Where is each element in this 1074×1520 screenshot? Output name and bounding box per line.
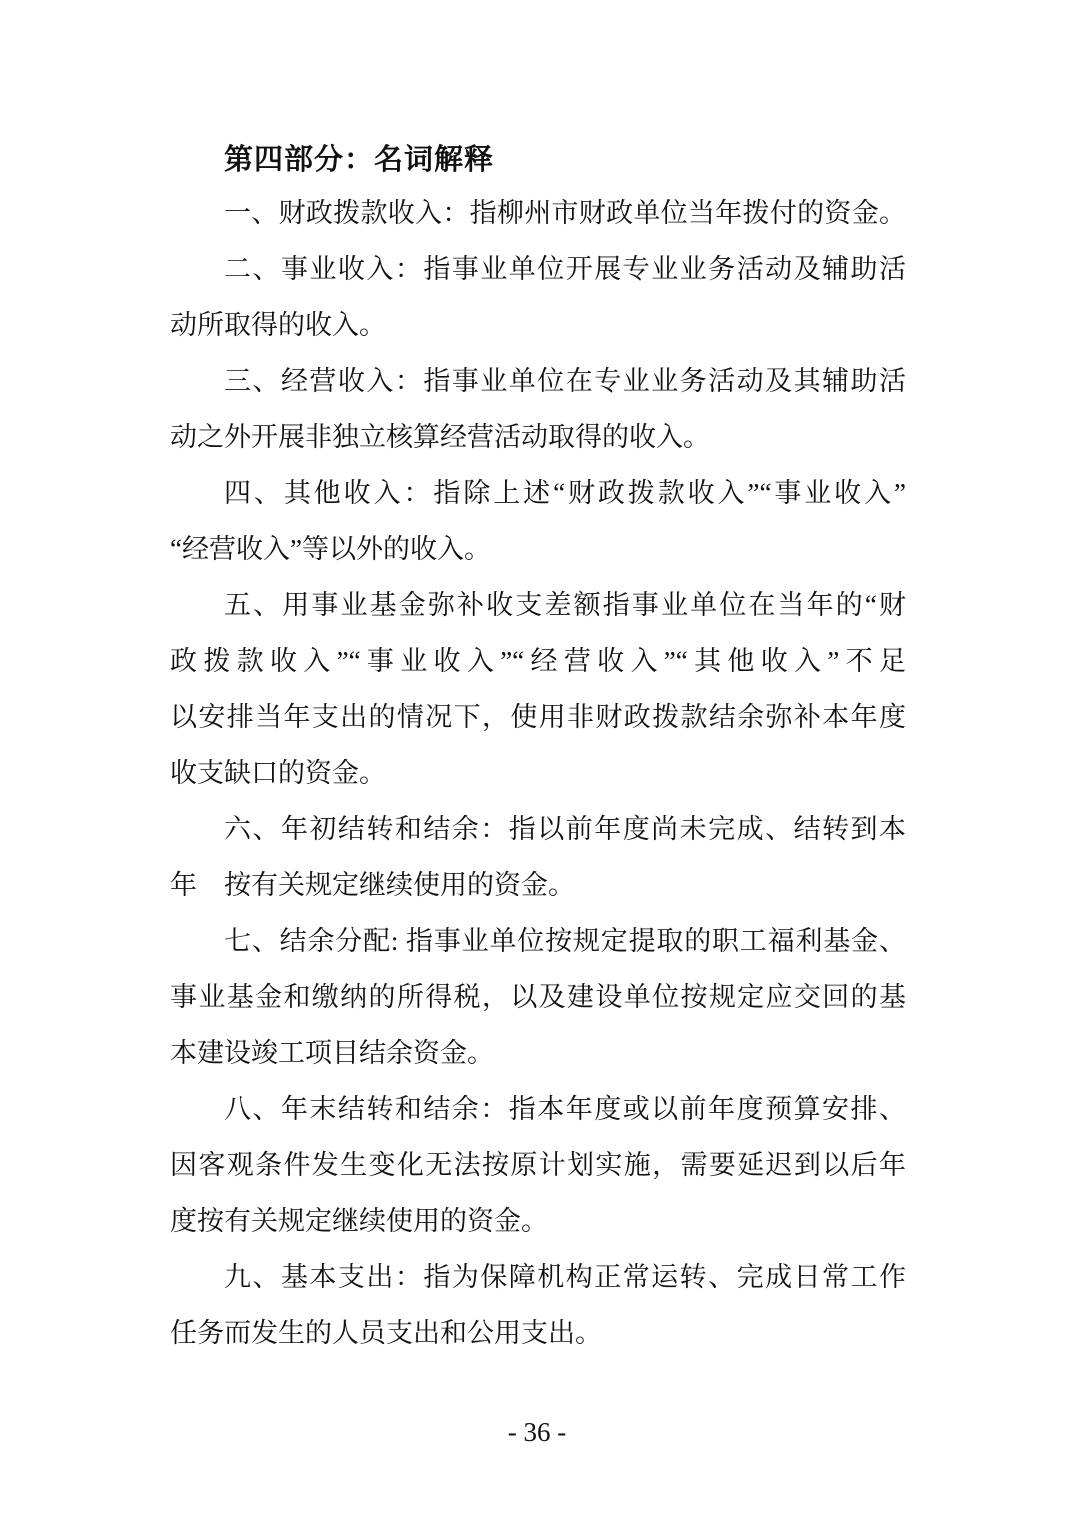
text-line: 年 按有关规定继续使用的资金。 xyxy=(170,870,575,900)
text-line: 六、年初结转和结余：指以前年度尚未完成、结转到本 xyxy=(224,814,906,844)
text-line: 任务而发生的人员支出和公用支出。 xyxy=(170,1318,602,1348)
text-line: 收支缺口的资金。 xyxy=(170,758,386,788)
page-number: - 36 - xyxy=(507,1417,567,1447)
section-heading: 第四部分：名词解释 xyxy=(224,144,495,176)
text-line: 九、基本支出：指为保障机构正常运转、完成日常工作 xyxy=(224,1262,906,1292)
text-line: 四、其他收入：指除上述“财政拨款收入”“事业收入” xyxy=(224,478,906,508)
text-line: 五、用事业基金弥补收支差额指事业单位在当年的“财 xyxy=(224,590,906,620)
text-line: 动之外开展非独立核算经营活动取得的收入。 xyxy=(170,422,710,452)
text-line: 本建设竣工项目结余资金。 xyxy=(170,1038,494,1068)
text-line: 度按有关规定继续使用的资金。 xyxy=(170,1206,548,1236)
text-line: 一、财政拨款收入：指柳州市财政单位当年拨付的资金。 xyxy=(224,198,906,228)
text-line: 政拨款收入”“事业收入”“经营收入”“其他收入”不足 xyxy=(170,646,906,676)
text-line: 三、经营收入：指事业单位在专业业务活动及其辅助活 xyxy=(224,366,906,396)
text-line: 因客观条件发生变化无法按原计划实施，需要延迟到以后年 xyxy=(170,1150,906,1180)
text-line: 八、年末结转和结余：指本年度或以前年度预算安排、 xyxy=(224,1094,906,1124)
text-line: 以安排当年支出的情况下，使用非财政拨款结余弥补本年度 xyxy=(170,702,906,732)
text-line: 动所取得的收入。 xyxy=(170,310,386,340)
text-line: 事业基金和缴纳的所得税，以及建设单位按规定应交回的基 xyxy=(170,982,906,1012)
document-body xyxy=(170,185,906,1361)
text-line: 二、事业收入：指事业单位开展专业业务活动及辅助活 xyxy=(224,254,906,284)
text-line: “经营收入”等以外的收入。 xyxy=(170,534,491,564)
text-line: 七、结余分配: 指事业单位按规定提取的职工福利基金、 xyxy=(224,926,906,956)
